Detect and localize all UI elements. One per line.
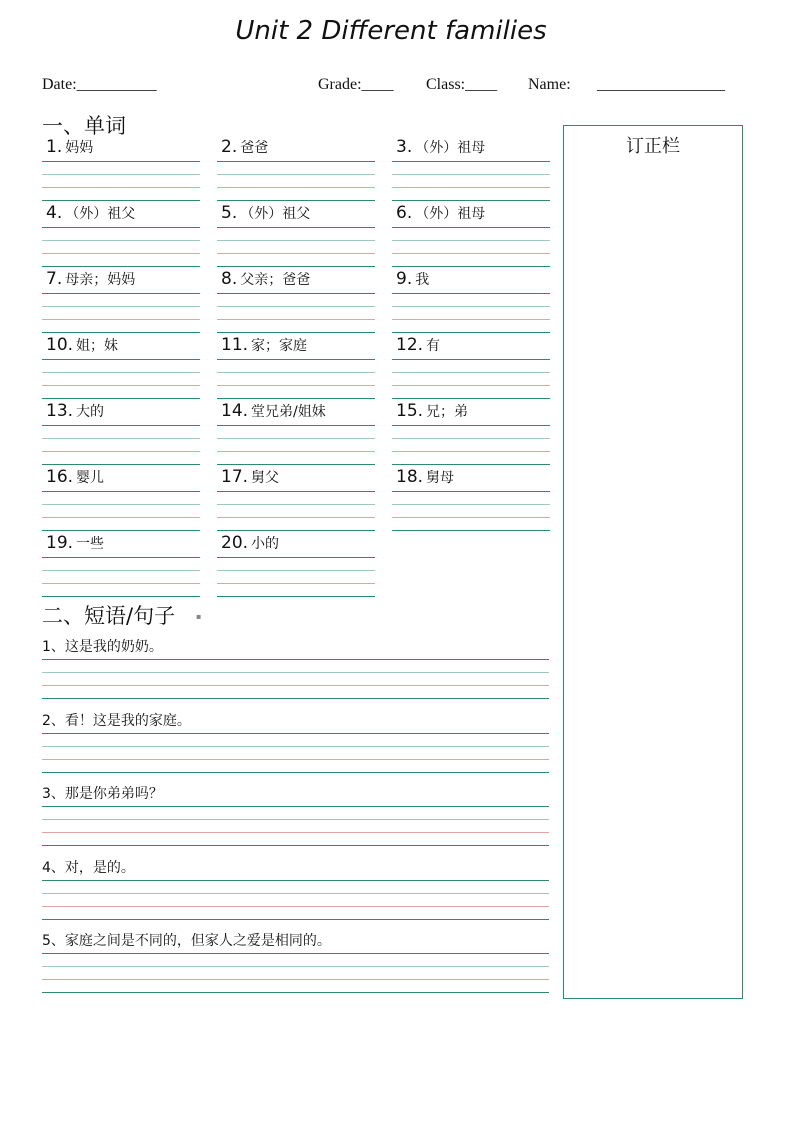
sentence-row [42, 930, 549, 990]
sentence-prompt: 5、家庭之间是不同的，但家人之爱是相同的。 [42, 933, 331, 949]
writing-line [42, 359, 200, 360]
word-meaning: （外）祖母 [415, 206, 486, 222]
writing-line [217, 332, 375, 333]
writing-line [42, 504, 200, 505]
word-prompt [396, 137, 485, 157]
writing-line [392, 359, 550, 360]
word-cell [392, 335, 550, 395]
word-meaning: 母亲；妈妈 [65, 272, 136, 288]
word-number: 6. [396, 203, 413, 223]
word-prompt [396, 401, 468, 421]
word-prompt [396, 269, 429, 289]
writing-line [217, 266, 375, 267]
word-cell [42, 401, 200, 461]
writing-line [42, 200, 200, 201]
sentence-prompt: 3、那是你弟弟吗？ [42, 786, 163, 802]
writing-line [392, 161, 550, 162]
word-meaning: 父亲；爸爸 [240, 272, 311, 288]
writing-line [42, 319, 200, 320]
writing-line [217, 161, 375, 162]
word-cell [217, 467, 375, 527]
word-cell [42, 335, 200, 395]
writing-line [42, 733, 549, 734]
writing-line [42, 438, 200, 439]
writing-line [42, 425, 200, 426]
word-prompt [396, 203, 485, 223]
writing-line [217, 438, 375, 439]
sentence-prompt: 1、这是我的奶奶。 [42, 639, 163, 655]
word-prompt [221, 203, 310, 223]
writing-line [392, 240, 550, 241]
writing-line [42, 451, 200, 452]
worksheet-title: Unit 2 Different families [235, 16, 547, 46]
writing-line [42, 672, 549, 673]
word-prompt [46, 533, 104, 553]
writing-line [392, 491, 550, 492]
writing-line [217, 596, 375, 597]
writing-line [392, 451, 550, 452]
word-number: 16. [46, 467, 74, 487]
word-cell [217, 269, 375, 329]
word-cell [217, 335, 375, 395]
writing-line [42, 491, 200, 492]
word-meaning: 兄；弟 [426, 404, 469, 420]
writing-line [42, 685, 549, 686]
writing-line [392, 306, 550, 307]
writing-line [42, 240, 200, 241]
word-number: 17. [221, 467, 249, 487]
word-cell [392, 269, 550, 329]
writing-line [217, 398, 375, 399]
writing-line [217, 187, 375, 188]
word-prompt [221, 467, 279, 487]
writing-line [217, 253, 375, 254]
word-prompt [221, 401, 326, 421]
writing-line [392, 227, 550, 228]
word-number: 19. [46, 533, 74, 553]
word-cell [392, 137, 550, 197]
writing-line [392, 504, 550, 505]
writing-line [42, 659, 549, 660]
word-cell [42, 533, 200, 593]
sentence-row [42, 636, 549, 696]
writing-line [392, 530, 550, 531]
writing-line [42, 385, 200, 386]
section-words-title: 一、单词 [42, 114, 126, 138]
writing-line [392, 332, 550, 333]
writing-line [392, 517, 550, 518]
writing-line [42, 570, 200, 571]
word-meaning: 姐；妹 [76, 338, 119, 354]
writing-line [217, 451, 375, 452]
writing-line [392, 200, 550, 201]
writing-line [42, 698, 549, 699]
writing-line [42, 992, 549, 993]
word-cell [217, 137, 375, 197]
word-meaning: （外）祖父 [240, 206, 311, 222]
word-meaning: 有 [426, 338, 441, 354]
writing-line [392, 385, 550, 386]
writing-line [42, 227, 200, 228]
word-number: 1. [46, 137, 63, 157]
writing-line [42, 953, 549, 954]
writing-line [217, 583, 375, 584]
writing-line [217, 293, 375, 294]
sentence-row [42, 710, 549, 770]
writing-line [42, 187, 200, 188]
writing-line [392, 319, 550, 320]
word-meaning: 小的 [251, 536, 280, 552]
writing-line [392, 425, 550, 426]
name-field: Name: [528, 76, 571, 93]
writing-line [217, 319, 375, 320]
sentence-prompt: 4、对，是的。 [42, 859, 135, 876]
word-meaning: 家；家庭 [251, 338, 308, 354]
word-meaning: 妈妈 [65, 140, 94, 156]
sentence-prompt: 2、看！这是我的家庭。 [42, 712, 191, 729]
writing-line [217, 372, 375, 373]
grade-field: Grade:____ [318, 76, 394, 93]
writing-line [217, 200, 375, 201]
writing-line [392, 464, 550, 465]
writing-line [217, 491, 375, 492]
word-number: 14. [221, 401, 249, 421]
writing-line [42, 530, 200, 531]
word-meaning: 舅父 [251, 470, 280, 486]
writing-line [42, 893, 549, 894]
writing-line [42, 906, 549, 907]
writing-line [392, 266, 550, 267]
word-prompt [46, 467, 104, 487]
word-meaning: 堂兄弟/姐妹 [251, 404, 326, 420]
writing-line [42, 464, 200, 465]
name-blank: ________________ [597, 76, 725, 93]
word-number: 10. [46, 335, 74, 355]
word-number: 8. [221, 269, 238, 289]
sentence-row [42, 857, 549, 917]
word-number: 3. [396, 137, 413, 157]
word-meaning: 一些 [76, 536, 105, 552]
writing-line [42, 772, 549, 773]
writing-line [217, 385, 375, 386]
writing-line [392, 438, 550, 439]
word-cell [217, 401, 375, 461]
writing-line [42, 596, 200, 597]
word-number: 5. [221, 203, 238, 223]
correction-box [563, 125, 743, 999]
word-prompt [46, 203, 135, 223]
writing-line [42, 517, 200, 518]
writing-line [217, 464, 375, 465]
writing-line [42, 832, 549, 833]
writing-line [217, 425, 375, 426]
writing-line [392, 187, 550, 188]
class-field: Class:____ [426, 76, 498, 93]
writing-line [42, 759, 549, 760]
writing-line [42, 819, 549, 820]
writing-line [217, 530, 375, 531]
word-cell [392, 467, 550, 527]
writing-line [217, 240, 375, 241]
word-prompt [221, 335, 307, 355]
writing-line [42, 174, 200, 175]
word-number: 12. [396, 335, 424, 355]
word-meaning: （外）祖父 [65, 206, 136, 222]
word-number: 2. [221, 137, 238, 157]
word-prompt [221, 533, 279, 553]
writing-line [42, 293, 200, 294]
word-cell [392, 203, 550, 263]
word-cell [392, 401, 550, 461]
word-number: 4. [46, 203, 63, 223]
writing-line [42, 266, 200, 267]
word-prompt [221, 269, 310, 289]
writing-line [42, 746, 549, 747]
date-field: Date:__________ [42, 76, 157, 93]
word-number: 7. [46, 269, 63, 289]
word-prompt [221, 137, 268, 157]
writing-line [217, 504, 375, 505]
word-cell [42, 269, 200, 329]
word-meaning: 我 [415, 272, 430, 288]
word-cell [42, 467, 200, 527]
word-number: 13. [46, 401, 74, 421]
writing-line [392, 398, 550, 399]
word-meaning: 大的 [76, 404, 105, 420]
stray-mark: ▪ [196, 612, 202, 621]
word-meaning: （外）祖母 [415, 140, 486, 156]
writing-line [42, 253, 200, 254]
writing-line [392, 372, 550, 373]
writing-line [217, 517, 375, 518]
writing-line [42, 332, 200, 333]
word-prompt [46, 137, 93, 157]
sentence-row [42, 783, 549, 843]
section-sentences-title: 二、短语/句子 [42, 604, 176, 628]
word-number: 15. [396, 401, 424, 421]
writing-line [217, 557, 375, 558]
word-number: 11. [221, 335, 249, 355]
word-number: 18. [396, 467, 424, 487]
correction-title: 订正栏 [626, 136, 680, 157]
writing-line [217, 306, 375, 307]
word-prompt [46, 401, 104, 421]
writing-line [42, 806, 549, 807]
writing-line [217, 174, 375, 175]
writing-line [42, 919, 549, 920]
writing-line [42, 966, 549, 967]
word-number: 9. [396, 269, 413, 289]
word-prompt [46, 269, 135, 289]
writing-line [42, 161, 200, 162]
word-meaning: 爸爸 [240, 140, 269, 156]
writing-line [42, 979, 549, 980]
word-cell [42, 203, 200, 263]
word-cell [217, 203, 375, 263]
writing-line [392, 253, 550, 254]
word-prompt [46, 335, 118, 355]
word-cell [42, 137, 200, 197]
writing-line [42, 398, 200, 399]
writing-line [217, 227, 375, 228]
word-cell [217, 533, 375, 593]
word-number: 20. [221, 533, 249, 553]
writing-line [217, 359, 375, 360]
writing-line [42, 880, 549, 881]
writing-line [392, 293, 550, 294]
writing-line [392, 174, 550, 175]
word-meaning: 舅母 [426, 470, 455, 486]
writing-line [42, 372, 200, 373]
writing-line [42, 306, 200, 307]
word-prompt [396, 335, 440, 355]
word-prompt [396, 467, 454, 487]
writing-line [217, 570, 375, 571]
writing-line [42, 583, 200, 584]
writing-line [42, 557, 200, 558]
writing-line [42, 845, 549, 846]
word-meaning: 婴儿 [76, 470, 105, 486]
